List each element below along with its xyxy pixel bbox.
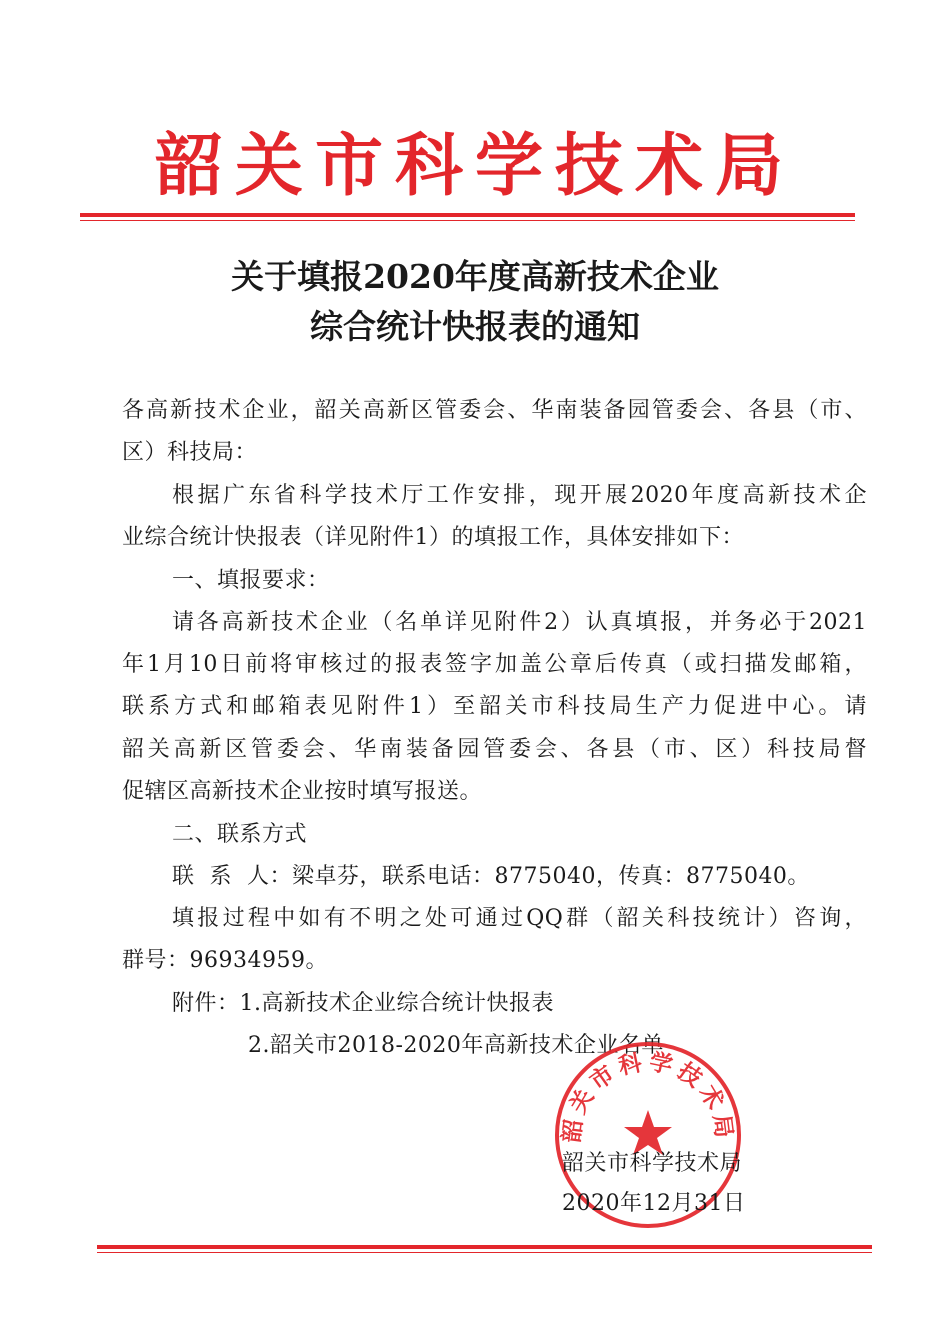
org-header-title: 韶关市科学技术局 — [154, 127, 795, 206]
signature-org: 韶关市科学技术局 — [562, 1151, 743, 1176]
body-line: 请各高新技术企业（名单详见附件2）认真填报，并务必于2021 — [172, 610, 867, 635]
body-line: 业综合统计快报表（详见附件1）的填报工作，具体安排如下： — [122, 525, 744, 550]
attachment-line-2: 2.韶关市2018-2020年高新技术企业名单 — [248, 1033, 664, 1058]
header-rule-thick — [80, 213, 855, 217]
footer-rule-thick — [97, 1245, 872, 1249]
body-line: 根据广东省科学技术厅工作安排，现开展2020年度高新技术企 — [172, 483, 867, 508]
document-title-line-1: 关于填报2020年度高新技术企业 — [231, 257, 719, 296]
header-rule-thin — [80, 220, 855, 221]
body-line: 年1月10日前将审核过的报表签字加盖公章后传真（或扫描发邮箱， — [122, 652, 867, 677]
document-title-line-2: 综合统计快报表的通知 — [310, 307, 640, 346]
body-line: 各高新技术企业，韶关高新区管委会、华南装备园管委会、各县（市、 — [122, 398, 867, 423]
footer-rule-thin — [97, 1252, 872, 1253]
body-line: 韶关高新区管委会、华南装备园管委会、各县（市、区）科技局督 — [122, 737, 867, 762]
body-line: 促辖区高新技术企业按时填写报送。 — [122, 779, 483, 804]
body-line: 区）科技局： — [122, 440, 258, 465]
section-heading: 二、联系方式 — [172, 822, 308, 847]
seal-text: 韶关市科学技术局 — [558, 1049, 738, 1145]
attachment-line-1: 附件：1.高新技术企业综合统计快报表 — [172, 991, 554, 1016]
body-line: 填报过程中如有不明之处可通过QQ群（韶关科技统计）咨询， — [172, 906, 867, 931]
section-heading: 一、填报要求： — [172, 568, 330, 593]
signature-date: 2020年12月31日 — [562, 1191, 746, 1216]
body-line: 群号：96934959。 — [122, 948, 328, 973]
contact-line: 联 系 人：梁卓芬，联系电话：8775040，传真：8775040。 — [172, 864, 810, 889]
body-line: 联系方式和邮箱表见附件1）至韶关市科技局生产力促进中心。请 — [122, 694, 867, 719]
